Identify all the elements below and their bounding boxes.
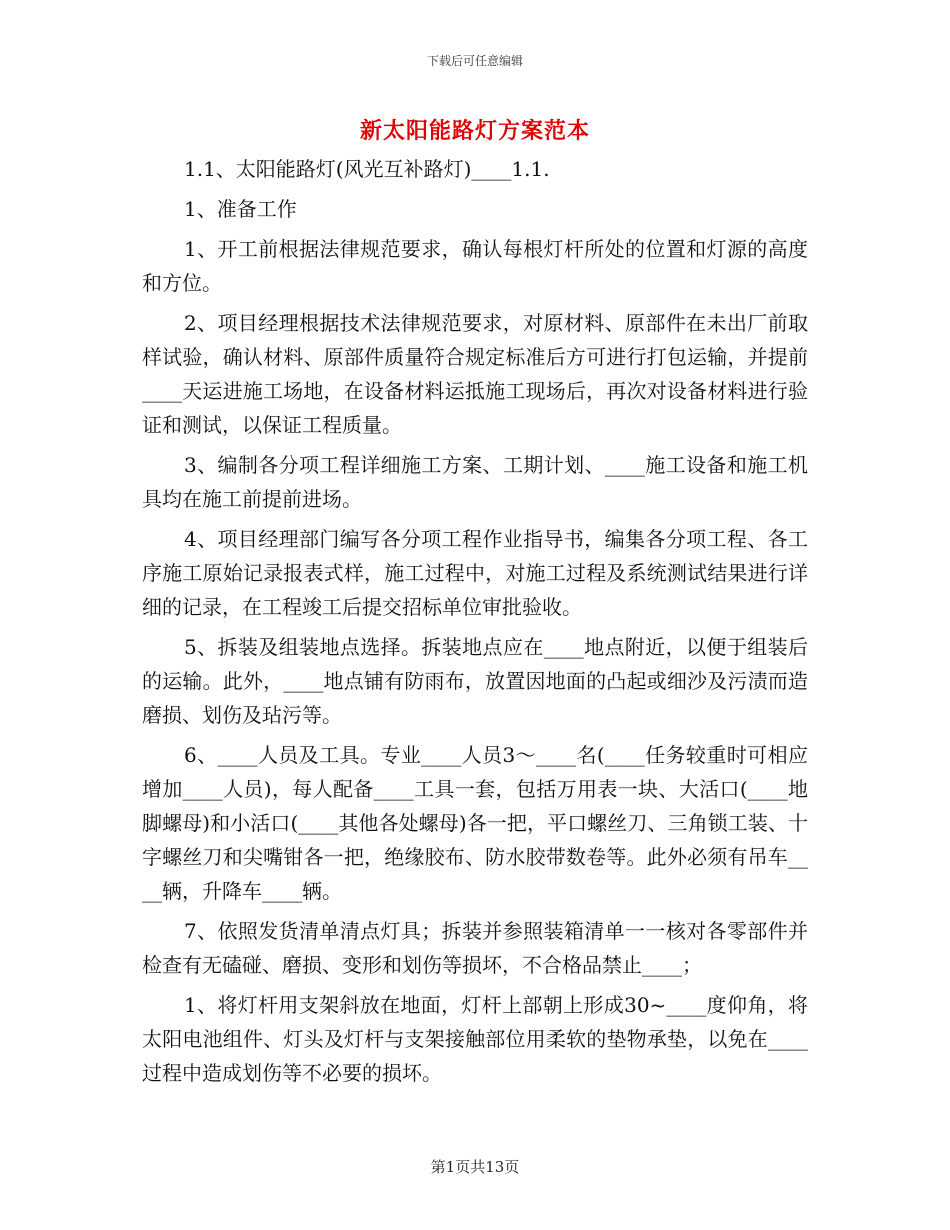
- document-body: [142, 152, 808, 1096]
- paragraph: 5、拆装及组装地点选择。拆装地点应在____地点附近，以便于组装后的运输。此外，____地点铺有防雨布，放置因地面的凸起或细沙及污渍而造磨损、划伤及玷污等。: [142, 635, 808, 727]
- paragraph: 3、编制各分项工程详细施工方案、工期计划、____施工设备和施工机具均在施工前提前进场。: [142, 453, 808, 511]
- page-footer: 第1页共13页: [430, 1158, 520, 1176]
- paragraph: 2、项目经理根据技术法律规范要求，对原材料、原部件在未出厂前取样试验，确认材料、原部件质量符合规定标准后方可进行打包运输，并提前____天运进施工场地，在设备材料运抵施工现场后，再次对设备材料进行验证和测试，以保证工程质量。: [142, 311, 808, 437]
- document-title: 新太阳能路灯方案范本: [359, 118, 590, 144]
- paragraph: 7、依照发货清单清点灯具；拆装并参照装箱清单一一核对各零部件并检查有无磕碰、磨损、变形和划伤等损坏，不合格品禁止____；: [142, 919, 808, 977]
- paragraph: 1.1、太阳能路灯(风光互补路灯)____1.1.: [184, 157, 550, 181]
- paragraph: 1、准备工作: [184, 197, 297, 221]
- paragraph: 1、将灯杆用支架斜放在地面，灯杆上部朝上形成30~____度仰角，将太阳电池组件、灯头及灯杆与支架接触部位用柔软的垫物承垫，以免在____过程中造成划伤等不必要的损坏。: [142, 993, 808, 1085]
- paragraph: 4、项目经理部门编写各分项工程作业指导书，编集各分项工程、各工序施工原始记录报表式样，施工过程中，对施工过程及系统测试结果进行详细的记录，在工程竣工后提交招标单位审批验收。: [142, 527, 808, 619]
- header-note: 下载后可任意编辑: [426, 54, 523, 68]
- paragraph: 1、开工前根据法律规范要求，确认每根灯杆所处的位置和灯源的高度和方位。: [142, 237, 808, 295]
- paragraph: 6、____人员及工具。专业____人员3～____名(____任务较重时可相应增加____人员)，每人配备____工具一套，包括万用表一块、大活口(____地脚螺母)和小活口(____其他各处螺母)各一把，平口螺丝刀、三角锁工装、十字螺丝刀和尖嘴钳各一把，绝缘胶布、防水胶带数卷等。此外必须有吊车____辆，升降车____辆。: [142, 743, 808, 903]
